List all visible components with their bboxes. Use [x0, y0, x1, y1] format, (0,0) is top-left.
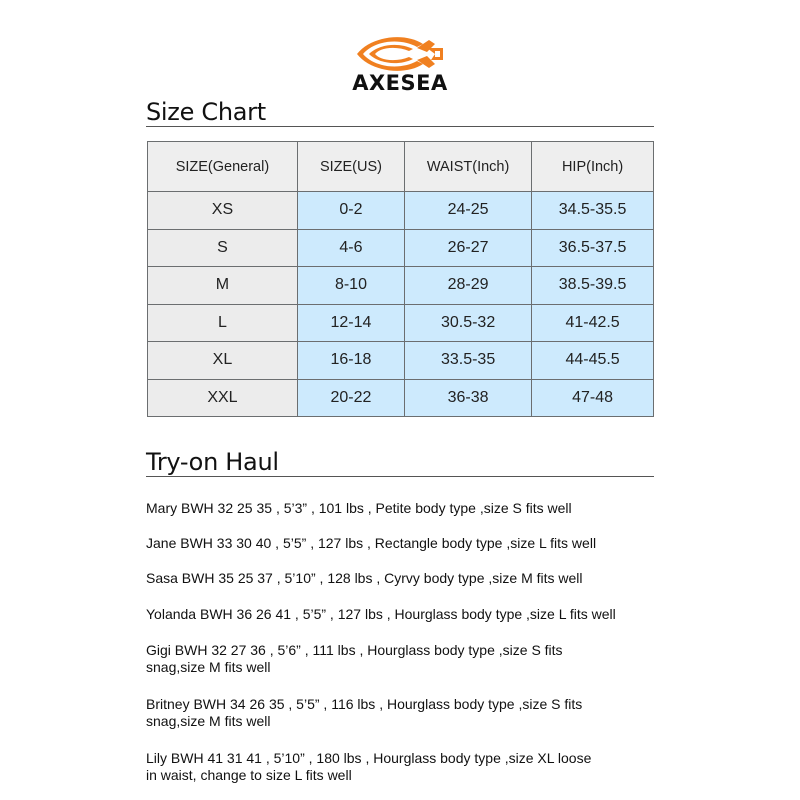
table-row: [148, 267, 654, 305]
haul-entry-line: Yolanda BWH 36 26 41 , 5’5” , 127 lbs , Hourglass body type ,size L fits well: [146, 606, 616, 622]
haul-entry-line-continued: snag,size M fits well: [146, 659, 271, 675]
haul-entry: [146, 696, 666, 730]
cell-hip: 38.5-39.5: [532, 267, 654, 305]
haul-entry-line: Lily BWH 41 31 41 , 5’10” , 180 lbs , Hourglass body type ,size XL loose: [146, 750, 592, 766]
brand-name: AXESEA: [352, 71, 448, 95]
haul-entry-line: Sasa BWH 35 25 37 , 5’10” , 128 lbs , Cyrvy body type ,size M fits well: [146, 570, 583, 586]
haul-entry-line: Gigi BWH 32 27 36 , 5’6” , 111 lbs , Hourglass body type ,size S fits: [146, 642, 563, 658]
cell-waist: 30.5-32: [405, 304, 532, 342]
header-size-general: SIZE(General): [148, 142, 298, 192]
haul-entry-line: Jane BWH 33 30 40 , 5’5” , 127 lbs , Rectangle body type ,size L fits well: [146, 535, 597, 551]
cell-size-general: L: [148, 304, 298, 342]
haul-entry: [146, 500, 666, 517]
header-hip: HIP(Inch): [532, 142, 654, 192]
cell-waist: 36-38: [405, 379, 532, 417]
cell-size-us: 0-2: [297, 192, 404, 230]
cell-waist: 24-25: [405, 192, 532, 230]
haul-entry: [146, 606, 666, 623]
table-row: [148, 229, 654, 267]
cell-size-general: XL: [148, 342, 298, 380]
size-chart-title: Size Chart: [146, 98, 266, 126]
haul-entry-line-continued: in waist, change to size L fits well: [146, 767, 352, 783]
haul-entry: [146, 750, 666, 784]
cell-waist: 28-29: [405, 267, 532, 305]
cell-size-general: XS: [148, 192, 298, 230]
cell-size-us: 12-14: [297, 304, 404, 342]
try-on-haul-title: Try-on Haul: [146, 448, 279, 476]
table-row: [148, 342, 654, 380]
cell-waist: 26-27: [405, 229, 532, 267]
size-chart-table: [147, 141, 654, 417]
cell-size-us: 16-18: [297, 342, 404, 380]
cell-size-us: 20-22: [297, 379, 404, 417]
cell-hip: 47-48: [532, 379, 654, 417]
table-row: [148, 379, 654, 417]
haul-entry: [146, 535, 666, 552]
cell-hip: 34.5-35.5: [532, 192, 654, 230]
try-on-haul-divider: [146, 476, 654, 477]
header-waist: WAIST(Inch): [405, 142, 532, 192]
table-row: [148, 304, 654, 342]
size-chart-divider: [146, 126, 654, 127]
cell-size-us: 8-10: [297, 267, 404, 305]
haul-entry-line-continued: snag,size M fits well: [146, 713, 271, 729]
cell-size-general: M: [148, 267, 298, 305]
haul-entry: [146, 570, 666, 587]
haul-entry-line: Mary BWH 32 25 35 , 5’3” , 101 lbs , Petite body type ,size S fits well: [146, 500, 572, 516]
cell-hip: 36.5-37.5: [532, 229, 654, 267]
table-row: [148, 192, 654, 230]
cell-hip: 41-42.5: [532, 304, 654, 342]
haul-entry-line: Britney BWH 34 26 35 , 5’5” , 116 lbs , Hourglass body type ,size S fits: [146, 696, 583, 712]
fish-logo-icon: [353, 32, 445, 74]
header-size-us: SIZE(US): [297, 142, 404, 192]
cell-hip: 44-45.5: [532, 342, 654, 380]
cell-size-us: 4-6: [297, 229, 404, 267]
table-header-row: [148, 142, 654, 192]
haul-entry: [146, 642, 666, 676]
cell-size-general: S: [148, 229, 298, 267]
cell-waist: 33.5-35: [405, 342, 532, 380]
cell-size-general: XXL: [148, 379, 298, 417]
